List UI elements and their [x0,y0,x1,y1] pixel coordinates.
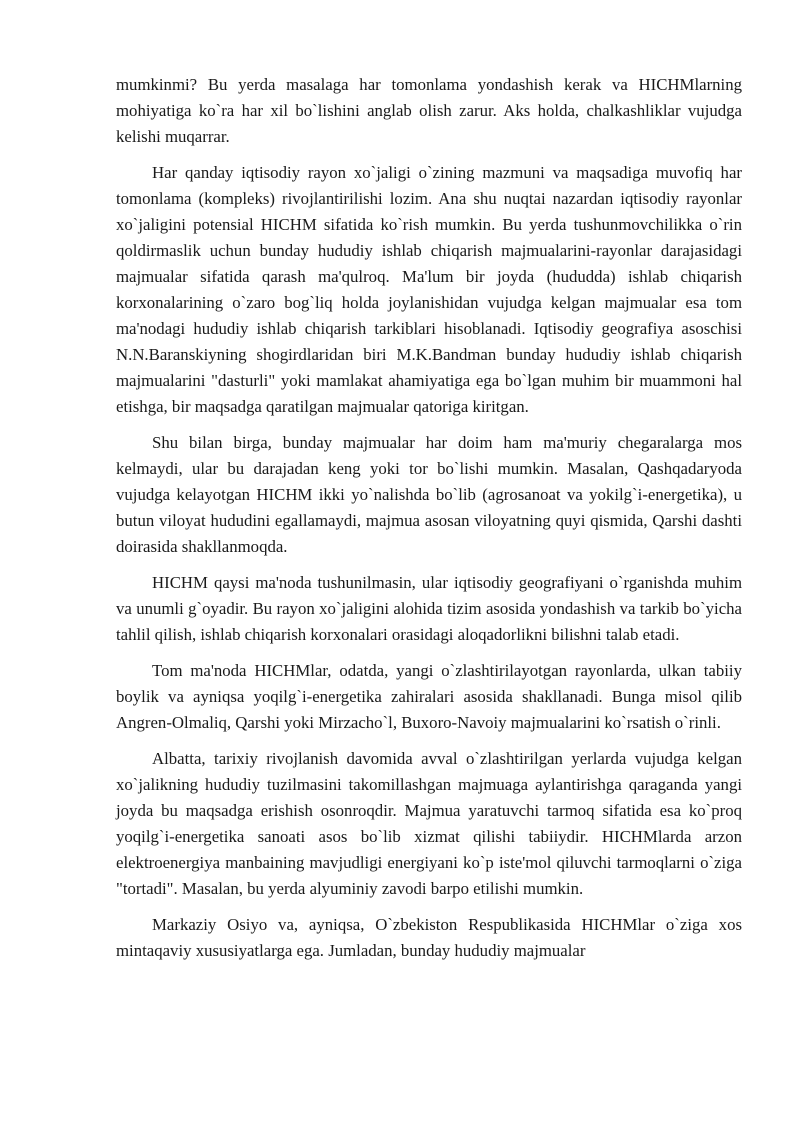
paragraph-6: Albatta, tarixiy rivojlanish davomida avval o`zlashtirilgan yerlarda vujudga kelgan xo`jalikning hududiy tuzilmasini takomillashgan majmuaga aylantirishga qaraganda yangi joyda bu maqsadga erishish osonroqdir. Majmua yaratuvchi tarmoq sifatida esa ko`proq yoqilg`i-energetika sanoati asos bo`lib xizmat qilishi tabiiydir. HICHMlarda arzon elektroenergiya manbaining mavjudligi energiyani ko`p iste'mol qiluvchi tarmoqlarni o`ziga "tortadi". Masalan, bu yerda alyuminiy zavodi barpo etilishi mumkin. [116,749,742,898]
paragraph-5: Tom ma'noda HICHMlar, odatda, yangi o`zlashtirilayotgan rayonlarda, ulkan tabiiy boylik va ayniqsa yoqilg`i-energetika zahiralari asosida shakllanadi. Bunga misol qilib Angren-Olmaliq, Qarshi yoki Mirzacho`l, Buxoro-Navoiy majmualarini ko`rsatish o`rinli. [116,661,742,732]
document-page [116,72,742,974]
paragraph-4: HICHM qaysi ma'noda tushunilmasin, ular iqtisodiy geografiyani o`rganishda muhim va unumli g`oyadir. Bu rayon xo`jaligini alohida tizim asosida yondashish va tarkib bo`yicha tahlil qilish, ishlab chiqarish korxonalari orasidagi aloqadorlikni bilishni talab etadi. [116,573,742,644]
paragraph-7: Markaziy Osiyo va, ayniqsa, O`zbekiston Respublikasida HICHMlar o`ziga xos mintaqaviy xususiyatlarga ega. Jumladan, bunday hududiy majmualar [116,915,742,960]
paragraph-2: Har qanday iqtisodiy rayon xo`jaligi o`zining mazmuni va maqsadiga muvofiq har tomonlama (kompleks) rivojlantirilishi lozim. Ana shu nuqtai nazardan iqtisodiy rayonlar xo`jaligini potensial HICHM sifatida ko`rish mumkin. Bu yerda tushunmovchilikka o`rin qoldirmaslik uchun bunday hududiy ishlab chiqarish majmualarini-rayonlar darajasidagi majmualar sifatida qarash ma'qulroq. Ma'lum bir joyda (hududda) ishlab chiqarish korxonalarining o`zaro bog`liq holda joylanishidan vujudga kelgan majmualar esa tom ma'nodagi hududiy ishlab chiqarish tarkiblari hisoblanadi. Iqtisodiy geografiya asoschisi N.N.Baranskiyning shogirdlaridan biri M.K.Bandman bunday hududiy ishlab chiqarish majmualarini "dasturli" yoki mamlakat ahamiyatiga ega bo`lgan muhim bir muammoni hal etishga, bir maqsadga qaratilgan majmualar qatoriga kiritgan. [116,163,742,416]
paragraph-3: Shu bilan birga, bunday majmualar har doim ham ma'muriy chegaralarga mos kelmaydi, ular bu darajadan keng yoki tor bo`lishi mumkin. Masalan, Qashqadaryoda vujudga kelayotgan HICHM ikki yo`nalishda bo`lib (agrosanoat va yokilg`i-energetika), u butun viloyat hududini egallamaydi, majmua asosan viloyatning quyi qismida, Qarshi dashti doirasida shakllanmoqda. [116,433,742,556]
paragraph-1: mumkinmi? Bu yerda masalaga har tomonlama yondashish kerak va HICHMlarning mohiyatiga ko`ra har xil bo`lishini anglab olish zarur. Aks holda, chalkashliklar vujudga kelishi muqarrar. [116,75,742,146]
